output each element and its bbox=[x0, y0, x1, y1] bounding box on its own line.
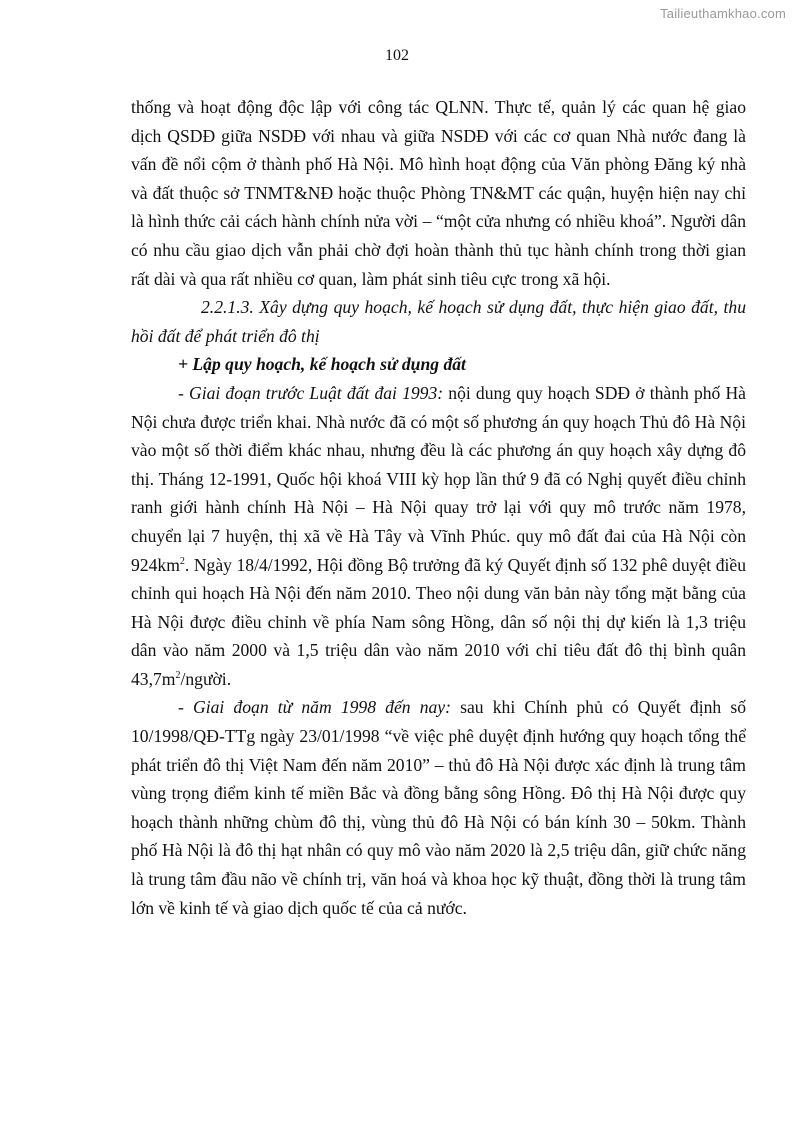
period-label-before-1993: - Giai đoạn trước Luật đất đai 1993: bbox=[178, 382, 444, 403]
paragraph-text: sau khi Chính phủ có Quyết định số 10/1998/QĐ-TTg ngày 23/01/1998 “về việc phê duyệt định hướng quy hoạch tổng thể phát triển đô thị Việt Nam đến năm 2010” – thủ đô Hà Nội được xác định là trung tâm vùng trọng điểm kinh tế miền Bắc và đồng bằng sông Hồng. Đô thị Hà Nội được quy hoạch thành những chùm đô thị, vùng thủ đô Hà Nội có bán kính 30 – 50km. Thành phố Hà Nội là đô thị hạt nhân có quy mô vào năm 2020 là 2,5 triệu dân, giữ chức năng là trung tâm đầu não về chính trị, văn hoá và khoa học kỹ thuật, đồng thời là trung tâm lớn về kinh tế và giao dịch quốc tế của cả nước. bbox=[131, 697, 747, 918]
watermark-text: Tailieuthamkhao.com bbox=[660, 6, 786, 21]
paragraph-text: . Ngày 18/4/1992, Hội đồng Bộ trưởng đã ký Quyết định số 132 phê duyệt điều chỉnh qui hoạch Hà Nội đến năm 2010. Theo nội dung văn bản này tổng mặt bằng của Hà Nội được điều chỉnh về phía Nam sông Hồng, dân số nội thị dự kiến là 1,3 triệu dân vào năm 2000 và 1,5 triệu dân vào năm 2010 với chỉ tiêu đất đô thị bình quân 43,7m bbox=[131, 554, 746, 689]
paragraph-text: nội dung quy hoạch SDĐ ở thành phố Hà Nội chưa được triển khai. Nhà nước đã có một số phương án quy hoạch Thủ đô Hà Nội vào một số thời điểm khác nhau, nhưng đều là các phương án quy hoạch xây dựng đô thị. Tháng 12-1991, Quốc hội khoá VIII kỳ họp lần thứ 9 đã có Nghị quyết điều chỉnh ranh giới hành chính Hà Nội – Hà Nội quay trở lại với quy mô trước năm 1978, chuyển lại 7 huyện, thị xã về Hà Tây và Vĩnh Phúc. quy mô đất đai của Hà Nội còn 924km bbox=[131, 382, 746, 575]
page-number: 102 bbox=[385, 47, 409, 64]
superscript: 2 bbox=[175, 669, 181, 681]
subsection-heading: + Lập quy hoạch, kế hoạch sử dụng đất bbox=[178, 354, 466, 375]
document-body bbox=[131, 93, 746, 922]
paragraph-text: /người. bbox=[180, 668, 232, 689]
paragraph-before-1993 bbox=[131, 379, 746, 694]
paragraph-since-1998 bbox=[131, 693, 746, 922]
superscript: 2 bbox=[179, 555, 185, 567]
paragraph-continuation: thống và hoạt động độc lập với công tác QLNN. Thực tế, quản lý các quan hệ giao dịch QSDĐ giữa NSDĐ với nhau và giữa NSDĐ với các cơ quan Nhà nước đang là vấn đề nổi cộm ở thành phố Hà Nội. Mô hình hoạt động của Văn phòng Đăng ký nhà và đất thuộc sở TNMT&NĐ hoặc thuộc Phòng TN&MT các quận, huyện hiện nay chỉ là hình thức cải cách hành chính nửa vời – “một cửa nhưng có nhiều khoá”. Người dân có nhu cầu giao dịch vẫn phải chờ đợi hoàn thành thủ tục hành chính trong thời gian rất dài và qua rất nhiều cơ quan, làm phát sinh tiêu cực trong xã hội. bbox=[131, 97, 746, 289]
section-heading: 2.2.1.3. Xây dựng quy hoạch, kế hoạch sử dụng đất, thực hiện giao đất, thu hồi đất để phát triển đô thị bbox=[131, 297, 746, 346]
period-label-since-1998: - Giai đoạn từ năm 1998 đến nay: bbox=[178, 697, 451, 718]
